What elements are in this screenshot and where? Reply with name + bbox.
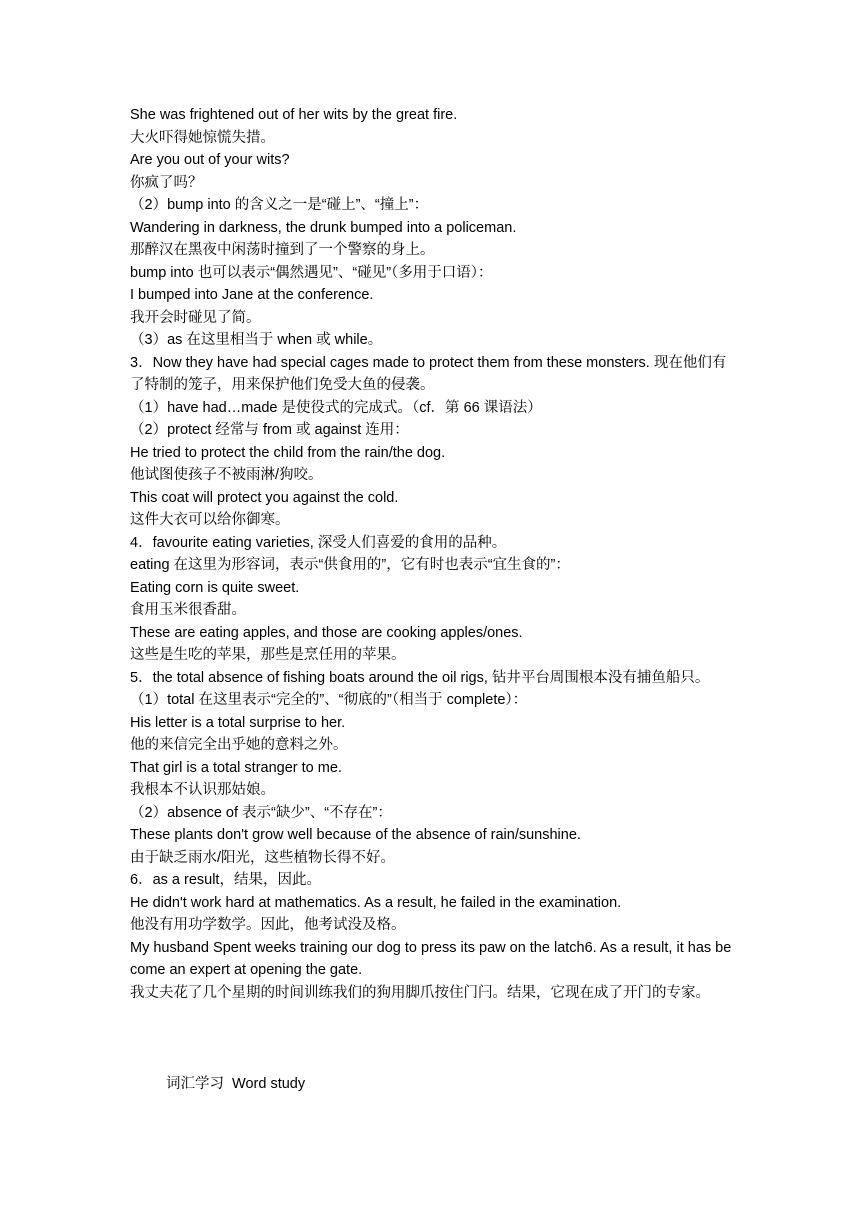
text-line: 我根本不认识那姑娘。 [130, 782, 275, 798]
document-body [130, 104, 732, 1004]
text-line: 那醉汉在黑夜中闲荡时撞到了一个警察的身上。 [130, 242, 435, 258]
text-line: （1）have had…made 是使役式的完成式。（cf．第 66 课语法） [130, 399, 542, 416]
section-heading-word-study: 词汇学习 Word study [166, 1076, 306, 1092]
text-line: My husband Spent weeks training our dog to press its paw on the latch6. As a result, it has become an expert at opening the gate. [130, 939, 732, 978]
text-line: 4．favourite eating varieties, 深受人们喜爱的食用的品种。 [130, 534, 507, 551]
text-line: I bumped into Jane at the conference. [130, 287, 374, 303]
text-line: （2）bump into 的含义之一是“碰上”、“撞上”： [130, 197, 429, 213]
text-line: 我开会时碰见了简。 [130, 309, 261, 326]
text-line: 这件大衣可以给你御寒。 [130, 512, 290, 528]
text-line: 6．as a result，结果，因此。 [130, 872, 321, 888]
text-line: （2）absence of 表示“缺少”、“不存在”： [130, 804, 392, 821]
text-line: 我丈夫花了几个星期的时间训练我们的狗用脚爪按住门闩。结果，它现在成了开门的专家。 [130, 984, 710, 1001]
text-line: bump into 也可以表示“偶然遇见”、“碰见”（多用于口语）： [130, 264, 493, 281]
text-line: 3．Now they have had special cages made to protect them from these monsters. 现在他们有了特制的笼子，用来保护他们免受大鱼的侵袭。 [130, 354, 727, 393]
text-line: This coat will protect you against the cold. [130, 489, 399, 506]
text-line: 5．the total absence of fishing boats around the oil rigs, 钻井平台周围根本没有捕鱼船只。 [130, 669, 710, 686]
text-line: 他的来信完全出乎她的意料之外。 [130, 737, 348, 753]
text-line: 由于缺乏雨水/阳光，这些植物长得不好。 [130, 849, 396, 866]
text-line: eating 在这里为形容词，表示“供食用的”，它有时也表示“宜生食的”： [130, 557, 570, 573]
text-line: Eating corn is quite sweet. [130, 579, 300, 596]
text-line: 这些是生吃的苹果，那些是烹任用的苹果。 [130, 647, 406, 663]
text-line: These are eating apples, and those are cooking apples/ones. [130, 624, 523, 641]
text-line: 他没有用功学数学。因此，他考试没及格。 [130, 917, 406, 933]
text-line: He didn't work hard at mathematics. As a result, he failed in the examination. [130, 894, 622, 911]
text-line: She was frightened out of her wits by the great fire. [130, 107, 458, 123]
text-line: Are you out of your wits? [130, 152, 290, 168]
text-line: 大火吓得她惊慌失措。 [130, 129, 275, 146]
text-line: That girl is a total stranger to me. [130, 759, 342, 776]
text-line: 你疯了吗？ [130, 174, 203, 191]
text-line: These plants don't grow well because of the absence of rain/sunshine. [130, 827, 581, 843]
text-line: 他试图使孩子不被雨淋/狗咬。 [130, 467, 323, 483]
text-line: 食用玉米很香甜。 [130, 602, 246, 618]
text-line: Wandering in darkness, the drunk bumped into a policeman. [130, 219, 517, 236]
text-line: （3）as 在这里相当于 when 或 while。 [130, 332, 383, 348]
text-line: （1）total 在这里表示“完全的”、“彻底的”（相当于 complete）： [130, 692, 528, 708]
text-line: His letter is a total surprise to her. [130, 714, 346, 731]
text-line: He tried to protect the child from the rain/the dog. [130, 444, 446, 461]
text-line: （2）protect 经常与 from 或 against 连用： [130, 422, 409, 438]
